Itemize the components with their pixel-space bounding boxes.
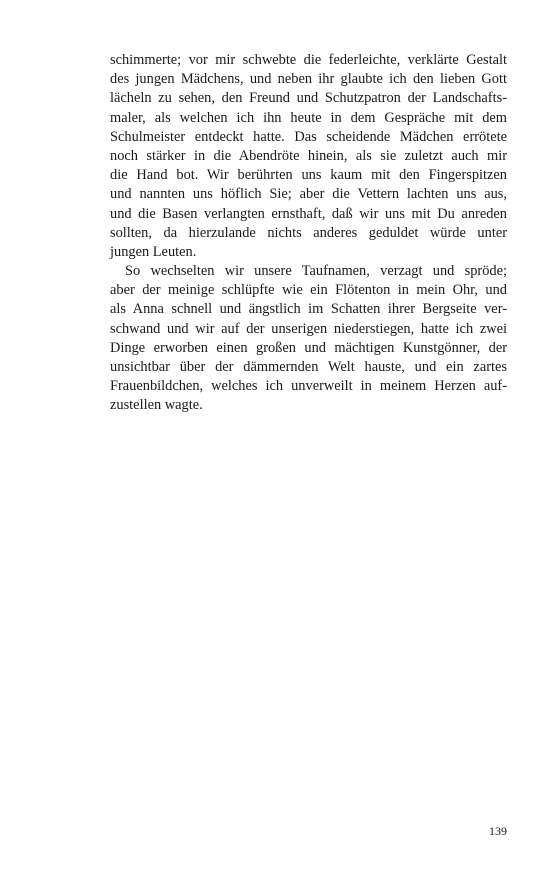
text-line: und die Basen verlangten ernsthaft, daß wir uns mit Du anreden — [110, 205, 507, 222]
paragraph-2 — [110, 262, 507, 416]
paragraph-1 — [110, 51, 507, 262]
page-number: 139 — [489, 824, 507, 838]
text-line: maler, als welchen ich ihn heute in dem Gespräche mit dem — [110, 109, 507, 126]
body-text — [110, 51, 507, 416]
text-line: die Hand bot. Wir berührten uns kaum mit den Fingerspitzen — [110, 167, 507, 184]
text-line: als Anna schnell und ängstlich im Schatten ihrer Bergseite ver- — [110, 301, 507, 318]
text-line: lächeln zu sehen, den Freund und Schutzpatron der Landschafts- — [110, 90, 507, 107]
text-line: sollten, da hierzulande nichts anderes geduldet würde unter — [110, 224, 507, 241]
text-line: schimmerte; vor mir schwebte die federleichte, verklärte Gestalt — [110, 52, 507, 68]
text-line: zustellen wagte. — [110, 397, 203, 414]
text-line: unsichtbar über der dämmernden Welt hauste, und ein zartes — [110, 359, 507, 375]
text-line: des jungen Mädchens, und neben ihr glaubte ich den lieben Gott — [110, 71, 507, 88]
text-line: schwand und wir auf der unserigen niederstiegen, hatte ich zwei — [110, 320, 507, 337]
text-line: jungen Leuten. — [110, 243, 197, 260]
text-line: Frauenbildchen, welches ich unverweilt in meinem Herzen auf- — [110, 378, 507, 395]
text-line: Schulmeister entdeckt hatte. Das scheidende Mädchen errötete — [110, 128, 507, 145]
text-line: noch stärker in die Abendröte hinein, als sie zuletzt auch mir — [110, 147, 507, 164]
text-line: aber der meinige schlüpfte wie ein Flötenton in mein Ohr, und — [110, 282, 507, 299]
text-line: So wechselten wir unsere Taufnamen, verzagt und spröde; — [125, 263, 507, 280]
text-line: und nannten uns höflich Sie; aber die Vettern lachten uns aus, — [110, 186, 507, 203]
text-line: Dinge erworben einen großen und mächtigen Kunstgönner, der — [110, 339, 507, 356]
